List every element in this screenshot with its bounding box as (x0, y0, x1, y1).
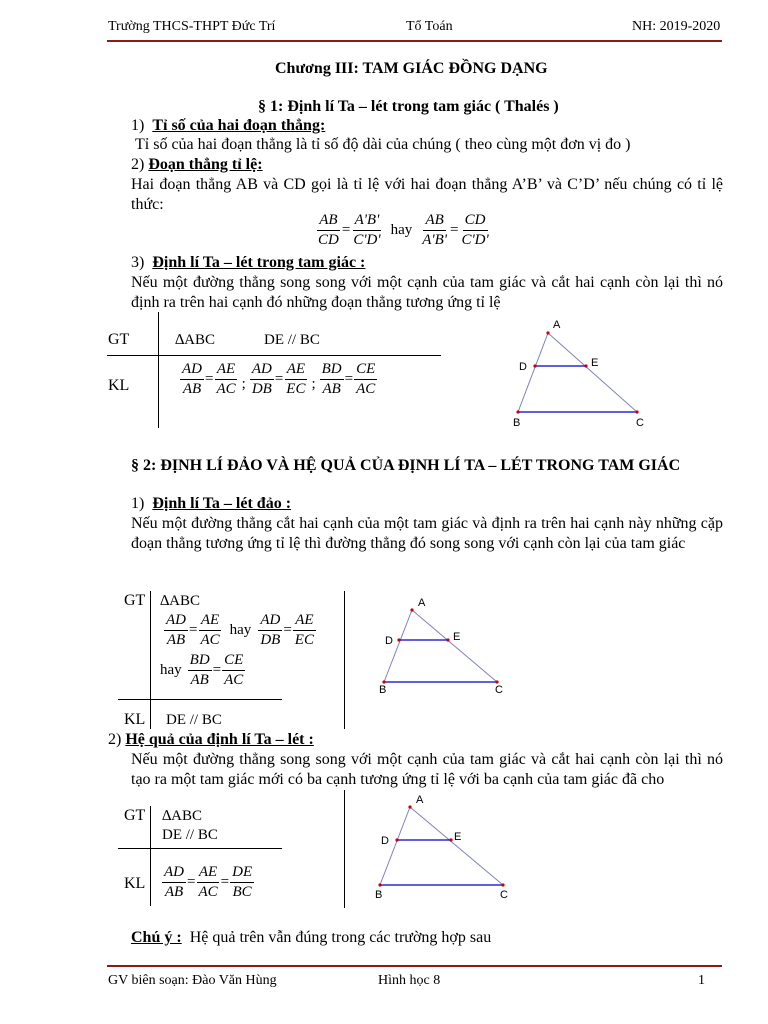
vertex-label-d: D (381, 835, 389, 847)
gt-triangle: ∆ABC (160, 593, 201, 609)
vertex-label-b: B (379, 684, 387, 696)
fraction: $\frac{AE}{AC}$ (200, 612, 220, 648)
s2-item-2-text: Nếu một đường thẳng song song với một cạnh của tam giác và cắt hai cạnh còn lại thì nó tạo ra một tam giác mới có ba cạnh tương ứng tỉ lệ với ba cạnh của tam giác đã cho (131, 751, 723, 788)
vertex-label-e: E (454, 831, 462, 843)
s2-item-2-heading (108, 731, 314, 749)
vertex-label-c: C (500, 889, 508, 901)
table-divider-horizontal (118, 699, 282, 700)
s2-item-1-title: Định lí Ta – lét đảo : (152, 495, 292, 512)
fraction: $\frac{CE}{AC}$ (224, 652, 244, 688)
table-divider-vertical (150, 806, 151, 906)
triangle-figure-1 (505, 315, 655, 433)
header-school-year: NH: 2019-2020 (632, 19, 721, 34)
kl-formula: $\frac{AD}{AB}$ = $\frac{AE}{AC}$ = $\frac{DE}{BC}$ (164, 864, 253, 900)
kl-label: KL (124, 875, 146, 892)
s1-item-3-number: 3) (131, 254, 145, 271)
vertex-label-d: D (519, 361, 527, 373)
gt-parallel: DE // BC (162, 827, 218, 843)
fraction: $\frac{AD}{DB}$ (251, 361, 272, 397)
fraction: $\frac{AE}{AC}$ (198, 864, 218, 900)
semicolon: ; (311, 376, 316, 392)
kl-formula: $\frac{AD}{AB}$ = $\frac{AE}{AC}$ ; $\frac{AD}{DB}$ = $\frac{AE}{EC}$ ; $\frac{BD}{AB}$ = $\frac{CE}{AC}$ (182, 361, 376, 397)
vertex-label-a: A (553, 319, 561, 331)
vertex-label-a: A (418, 597, 426, 609)
vertex-label-c: C (636, 417, 644, 429)
header-department: Tổ Toán (406, 19, 453, 34)
fraction: $\frac{AB}{A'B'}$ (422, 212, 447, 248)
s1-item-2-number: 2) (131, 156, 145, 173)
s2-item-2-number: 2) (108, 731, 122, 748)
fraction: $\frac{AD}{AB}$ (164, 864, 184, 900)
footer-subject: Hình học 8 (378, 973, 441, 988)
gt-label: GT (124, 592, 146, 609)
header-school: Trường THCS-THPT Đức Trí (108, 19, 276, 34)
hay-word: hay (390, 222, 413, 238)
s1-item-1-number: 1) (131, 117, 145, 134)
fraction: $\frac{A'B'}{C'D'}$ (353, 212, 381, 248)
vertex-label-e: E (453, 631, 461, 643)
vertex-label-b: B (375, 889, 383, 901)
s2-item-1-heading (131, 495, 291, 513)
proportion-formula: $\frac{AB}{CD}$ = $\frac{A'B'}{C'D'}$ hay $\frac{AB}{A'B'}$ = $\frac{CD}{C'D'}$ (318, 212, 489, 248)
fraction: $\frac{AD}{AB}$ (166, 612, 186, 648)
vertex-label-e: E (591, 357, 599, 369)
table-divider-vertical (344, 790, 345, 908)
chapter-title: Chương III: TAM GIÁC ĐỒNG DẠNG (275, 60, 548, 77)
fraction: $\frac{BD}{AB}$ (321, 361, 342, 397)
vertex-label-c: C (495, 684, 503, 696)
section-2-title: § 2: ĐỊNH LÍ ĐẢO VÀ HỆ QUẢ CỦA ĐỊNH LÍ TA – LÉT TRONG TAM GIÁC (131, 457, 681, 474)
s1-item-3-title: Định lí Ta – lét trong tam giác : (152, 254, 366, 271)
footer-rule (107, 965, 722, 967)
s1-item-1-title: Tỉ số của hai đoạn thẳng: (152, 117, 326, 134)
table-divider-vertical (150, 591, 151, 729)
s1-item-2-text: Hai đoạn thẳng AB và CD gọi là tỉ lệ với hai đoạn thẳng A’B’ và C’D’ nếu chúng có tỉ lệ thức: (131, 176, 723, 213)
vertex-label-d: D (385, 635, 393, 647)
s2-item-2-title: Hệ quả của định lí Ta – lét : (125, 731, 314, 748)
kl-text: DE // BC (166, 712, 222, 728)
s1-item-1-heading (131, 117, 325, 135)
gt-triangle: ∆ABC (162, 808, 203, 824)
fraction: $\frac{BD}{AB}$ (189, 652, 210, 688)
hay-word: hay (160, 662, 182, 678)
s1-item-3-text: Nếu một đường thẳng song song với một cạnh của tam giác và cắt hai cạnh còn lại thì nó định ra trên hai cạnh đó những đoạn thẳng tương ứng tỉ lệ (131, 274, 723, 311)
gt-triangle: ∆ABC (175, 332, 216, 348)
section-1-title: § 1: Định lí Ta – lét trong tam giác ( Thalés ) (258, 98, 559, 115)
header-rule (107, 40, 722, 42)
s1-item-2-heading (131, 156, 263, 174)
kl-label: KL (124, 711, 146, 728)
note-title: Chú ý : (131, 929, 182, 946)
fraction: $\frac{AB}{CD}$ (318, 212, 339, 248)
note (131, 929, 491, 947)
s1-item-2-title: Đoạn thẳng tỉ lệ: (148, 156, 263, 173)
kl-label: KL (108, 377, 130, 394)
table-divider-horizontal (107, 355, 441, 356)
s2-item-1-text: Nếu một đường thẳng cắt hai cạnh của một tam giác và định ra trên hai cạnh này những cặp đoạn thẳng tương ứng tỉ lệ thì đường thẳng đó song song với cạnh còn lại của tam giác (131, 515, 723, 552)
fraction: $\frac{DE}{BC}$ (232, 864, 253, 900)
fraction: $\frac{AD}{DB}$ (260, 612, 281, 648)
triangle-figure-3 (365, 790, 515, 905)
s1-item-3-heading (131, 254, 365, 272)
gt-formula-1: $\frac{AD}{AB}$ = $\frac{AE}{AC}$ hay $\frac{AD}{DB}$ = $\frac{AE}{EC}$ (166, 612, 314, 648)
fraction: $\frac{AD}{AB}$ (182, 361, 202, 397)
fraction: $\frac{AE}{EC}$ (294, 612, 314, 648)
fraction: $\frac{CE}{AC}$ (356, 361, 376, 397)
page-number: 1 (698, 973, 705, 988)
gt-label: GT (124, 807, 146, 824)
vertex-label-a: A (416, 794, 424, 806)
fraction: $\frac{AE}{AC}$ (216, 361, 236, 397)
semicolon: ; (241, 376, 246, 392)
gt-label: GT (108, 331, 130, 348)
fraction: $\frac{AE}{EC}$ (286, 361, 306, 397)
footer-author: GV biên soạn: Đào Văn Hùng (108, 973, 277, 988)
s2-item-1-number: 1) (131, 495, 145, 512)
gt-formula-2: hay $\frac{BD}{AB}$ = $\frac{CE}{AC}$ (160, 652, 244, 688)
hay-word: hay (229, 622, 252, 638)
note-text: Hệ quả trên vẫn đúng trong các trường hợp sau (189, 929, 492, 946)
table-divider-vertical (344, 591, 345, 729)
s1-item-1-text: Tỉ số của hai đoạn thẳng là tỉ số độ dài của chúng ( theo cùng một đơn vị đo ) (135, 136, 631, 153)
table-divider-vertical (158, 312, 159, 428)
table-divider-horizontal (118, 848, 282, 849)
fraction: $\frac{CD}{C'D'}$ (461, 212, 489, 248)
gt-parallel: DE // BC (264, 332, 320, 348)
vertex-label-b: B (513, 417, 521, 429)
triangle-figure-2 (370, 595, 515, 700)
